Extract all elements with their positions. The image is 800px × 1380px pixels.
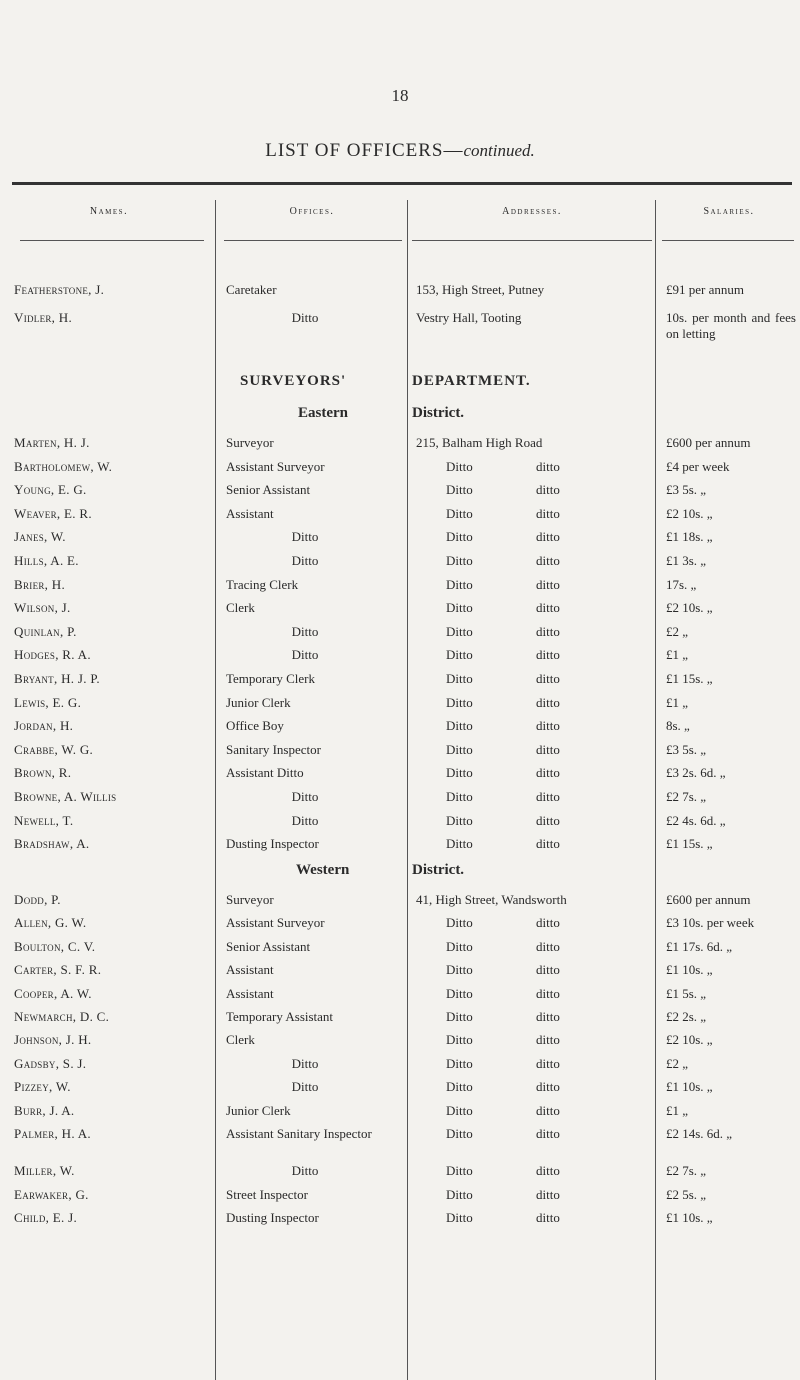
address: Ditto — [446, 1009, 473, 1024]
address-ditto: ditto — [536, 1055, 560, 1071]
address: Ditto — [446, 623, 473, 639]
address: Ditto — [446, 1079, 473, 1095]
address-ditto: ditto — [536, 1032, 560, 1048]
office-title: Sanitary Inspector — [226, 741, 321, 757]
title-continued: continued. — [463, 141, 535, 160]
western-heading-right: District. — [412, 862, 465, 878]
address: Ditto — [446, 741, 473, 757]
officer-name: Young, E. G. — [14, 482, 87, 498]
office-title: Assistant — [226, 985, 274, 1001]
address-ditto: ditto — [536, 553, 560, 568]
western-heading-left: Western — [296, 862, 350, 878]
address-ditto: ditto — [536, 836, 560, 852]
salary: £2 10s. „ — [666, 600, 713, 616]
address: Ditto — [446, 765, 473, 781]
salary: £2 7s. „ — [666, 1163, 707, 1179]
officer-name: Burr, J. A. — [14, 1102, 75, 1118]
address: 153, High Street, Putney — [416, 282, 545, 297]
title-main: LIST OF OFFICERS— — [265, 140, 464, 161]
office-title: Office Boy — [226, 718, 284, 734]
officer-name: Hills, A. E. — [14, 553, 79, 568]
office-title: Assistant — [226, 962, 274, 978]
address-ditto: ditto — [536, 1186, 560, 1202]
salary: £2 „ — [666, 1055, 689, 1071]
office-title: Ditto — [291, 310, 319, 325]
office-title: Senior Assistant — [226, 938, 311, 954]
office-title: Assistant Surveyor — [226, 458, 325, 474]
column-divider — [215, 200, 216, 1380]
address-ditto: ditto — [536, 718, 560, 734]
salary: £2 „ — [666, 623, 689, 639]
salary: £1 15s. „ — [666, 671, 713, 686]
officer-name: Bradshaw, A. — [14, 836, 90, 852]
office-title: Ditto — [291, 623, 319, 639]
address-ditto: ditto — [536, 576, 560, 592]
officer-name: Wilson, J. — [14, 600, 71, 616]
officer-name: Johnson, J. H. — [14, 1032, 92, 1048]
salary: 17s. „ — [666, 576, 697, 592]
salary: £3 2s. 6d. „ — [666, 765, 726, 781]
officer-name: Cooper, A. W. — [14, 985, 92, 1001]
salary: £1 18s. „ — [666, 529, 713, 545]
salary: £2 2s. „ — [666, 1009, 707, 1024]
address-ditto: ditto — [536, 962, 560, 978]
salary: £1 17s. 6d. „ — [666, 938, 733, 954]
address-ditto: ditto — [536, 1210, 560, 1226]
address: Ditto — [446, 1102, 473, 1118]
officer-name: Palmer, H. A. — [14, 1126, 91, 1141]
address-ditto: ditto — [536, 985, 560, 1001]
address: Ditto — [446, 962, 473, 978]
department-heading-left: SURVEYORS' — [240, 373, 347, 389]
address: Ditto — [446, 482, 473, 498]
salary: £1 10s. „ — [666, 1210, 713, 1226]
column-divider — [655, 200, 656, 1380]
office-title: Temporary Assistant — [226, 1009, 334, 1024]
officer-name: Brown, R. — [14, 765, 72, 781]
officer-name: Bartholomew, W. — [14, 458, 113, 474]
salary: £2 4s. 6d. „ — [666, 812, 726, 828]
address: Ditto — [446, 1126, 473, 1141]
office-title: Ditto — [291, 789, 319, 804]
address: 41, High Street, Wandsworth — [416, 892, 567, 907]
salary: £1 „ — [666, 647, 689, 663]
address: Ditto — [446, 915, 473, 931]
address: Ditto — [446, 694, 473, 710]
address-ditto: ditto — [536, 812, 560, 828]
salary: £1 „ — [666, 1102, 689, 1118]
salary: £600 per annum — [666, 892, 751, 907]
officer-name: Pizzey, W. — [14, 1079, 71, 1095]
header-rule — [662, 240, 794, 241]
salary: £1 10s. „ — [666, 1079, 713, 1095]
page-number: 18 — [391, 86, 409, 105]
eastern-heading-left: Eastern — [298, 405, 348, 421]
office-title: Dusting Inspector — [226, 836, 319, 852]
salary: £4 per week — [666, 458, 730, 474]
address: Ditto — [446, 647, 473, 663]
office-title: Surveyor — [226, 892, 274, 907]
officer-name: Brier, H. — [14, 576, 66, 592]
officer-name: Crabbe, W. G. — [14, 741, 94, 757]
header-salaries: Salaries. — [703, 206, 755, 217]
address: Ditto — [446, 836, 473, 852]
office-title: Clerk — [226, 600, 255, 616]
address: Ditto — [446, 671, 473, 686]
officer-name: Newell, T. — [14, 812, 74, 828]
officer-name: Allen, G. W. — [14, 915, 87, 931]
salary: £1 3s. „ — [666, 553, 707, 568]
office-title: Assistant Surveyor — [226, 915, 325, 931]
office-title: Surveyor — [226, 435, 274, 450]
address-ditto: ditto — [536, 694, 560, 710]
officer-name: Newmarch, D. C. — [14, 1009, 110, 1024]
address: Ditto — [446, 458, 473, 474]
address: Ditto — [446, 718, 473, 734]
officer-name: Browne, A. Willis — [14, 789, 117, 804]
salary: £1 5s. „ — [666, 985, 707, 1001]
address-ditto: ditto — [536, 647, 560, 663]
top-rule — [12, 182, 792, 185]
salary: £91 per annum — [666, 282, 744, 297]
address-ditto: ditto — [536, 1163, 560, 1179]
officer-name: Boulton, C. V. — [14, 938, 96, 954]
office-title: Junior Clerk — [226, 694, 291, 710]
salary: 8s. „ — [666, 718, 690, 734]
header-names: Names. — [89, 206, 129, 217]
address: Ditto — [446, 1210, 473, 1226]
header-offices: Offices. — [289, 206, 335, 217]
address-ditto: ditto — [536, 1009, 560, 1024]
officer-name: Janes, W. — [14, 529, 66, 545]
page-title — [0, 140, 800, 162]
office-title: Junior Clerk — [226, 1102, 291, 1118]
address: Ditto — [446, 985, 473, 1001]
salary: £2 14s. 6d. „ — [666, 1126, 733, 1141]
officer-name: Marten, H. J. — [14, 435, 90, 450]
salary: £3 10s. per week — [666, 915, 755, 931]
officer-name: Quinlan, P. — [14, 623, 77, 639]
header-rule — [412, 240, 652, 241]
office-title: Assistant — [226, 505, 274, 521]
eastern-heading-right: District. — [412, 405, 465, 421]
officer-name: Vidler, H. — [14, 310, 73, 325]
officer-name: Gadsby, S. J. — [14, 1055, 87, 1071]
address-ditto: ditto — [536, 505, 560, 521]
salary: £1 15s. „ — [666, 836, 713, 852]
header-rule — [20, 240, 204, 241]
office-title: Ditto — [291, 529, 319, 545]
salary: £1 „ — [666, 694, 689, 710]
address: Ditto — [446, 1163, 473, 1179]
salary: £2 10s. „ — [666, 1032, 713, 1048]
address: Ditto — [446, 812, 473, 828]
address-ditto: ditto — [536, 482, 560, 498]
address-ditto: ditto — [536, 623, 560, 639]
address: Vestry Hall, Tooting — [416, 310, 522, 325]
office-title: Ditto — [291, 1055, 319, 1071]
address-ditto: ditto — [536, 1079, 560, 1095]
officer-name: Earwaker, G. — [14, 1186, 89, 1202]
address: Ditto — [446, 789, 473, 804]
salary: £1 10s. „ — [666, 962, 713, 978]
address: Ditto — [446, 553, 473, 568]
department-heading-right: DEPARTMENT. — [412, 373, 531, 389]
address-ditto: ditto — [536, 765, 560, 781]
address-ditto: ditto — [536, 915, 560, 931]
salary: £3 5s. „ — [666, 482, 707, 498]
office-title: Ditto — [291, 812, 319, 828]
column-divider — [407, 200, 408, 1380]
office-title: Ditto — [291, 1163, 319, 1179]
address: Ditto — [446, 576, 473, 592]
salary: 10s. per month and fees on letting — [666, 310, 796, 341]
address: Ditto — [446, 1186, 473, 1202]
address: Ditto — [446, 600, 473, 616]
address-ditto: ditto — [536, 529, 560, 545]
address-ditto: ditto — [536, 458, 560, 474]
officer-name: Featherstone, J. — [14, 282, 105, 297]
officer-name: Child, E. J. — [14, 1210, 78, 1226]
salary: £2 5s. „ — [666, 1186, 707, 1202]
address-ditto: ditto — [536, 671, 560, 686]
address-ditto: ditto — [536, 938, 560, 954]
address: Ditto — [446, 505, 473, 521]
officer-name: Miller, W. — [14, 1163, 75, 1179]
office-title: Assistant Sanitary Inspector — [226, 1126, 372, 1141]
officer-name: Hodges, R. A. — [14, 647, 91, 663]
header-addresses: Addresses. — [502, 206, 562, 217]
office-title: Ditto — [291, 1079, 319, 1095]
officer-name: Carter, S. F. R. — [14, 962, 102, 978]
officer-name: Dodd, P. — [14, 892, 61, 907]
address-ditto: ditto — [536, 1102, 560, 1118]
office-title: Ditto — [291, 647, 319, 663]
office-title: Dusting Inspector — [226, 1210, 319, 1226]
officer-name: Lewis, E. G. — [14, 694, 82, 710]
officer-name: Jordan, H. — [14, 718, 74, 734]
salary: £600 per annum — [666, 435, 751, 450]
office-title: Senior Assistant — [226, 482, 311, 498]
officer-name: Weaver, E. R. — [14, 505, 92, 521]
address: Ditto — [446, 1055, 473, 1071]
office-title: Temporary Clerk — [226, 671, 315, 686]
address: Ditto — [446, 1032, 473, 1048]
salary: £3 5s. „ — [666, 741, 707, 757]
salary: £2 10s. „ — [666, 505, 713, 521]
office-title: Assistant Ditto — [226, 765, 304, 781]
salary: £2 7s. „ — [666, 789, 707, 804]
address-ditto: ditto — [536, 600, 560, 616]
address: 215, Balham High Road — [416, 435, 543, 450]
address-ditto: ditto — [536, 1126, 560, 1141]
officer-name: Bryant, H. J. P. — [14, 671, 100, 686]
office-title: Clerk — [226, 1032, 255, 1048]
office-title: Street Inspector — [226, 1186, 308, 1202]
address-ditto: ditto — [536, 789, 560, 804]
address: Ditto — [446, 529, 473, 545]
office-title: Tracing Clerk — [226, 576, 299, 592]
office-title: Caretaker — [226, 282, 277, 297]
address: Ditto — [446, 938, 473, 954]
header-rule — [224, 240, 402, 241]
address-ditto: ditto — [536, 741, 560, 757]
office-title: Ditto — [291, 553, 319, 568]
